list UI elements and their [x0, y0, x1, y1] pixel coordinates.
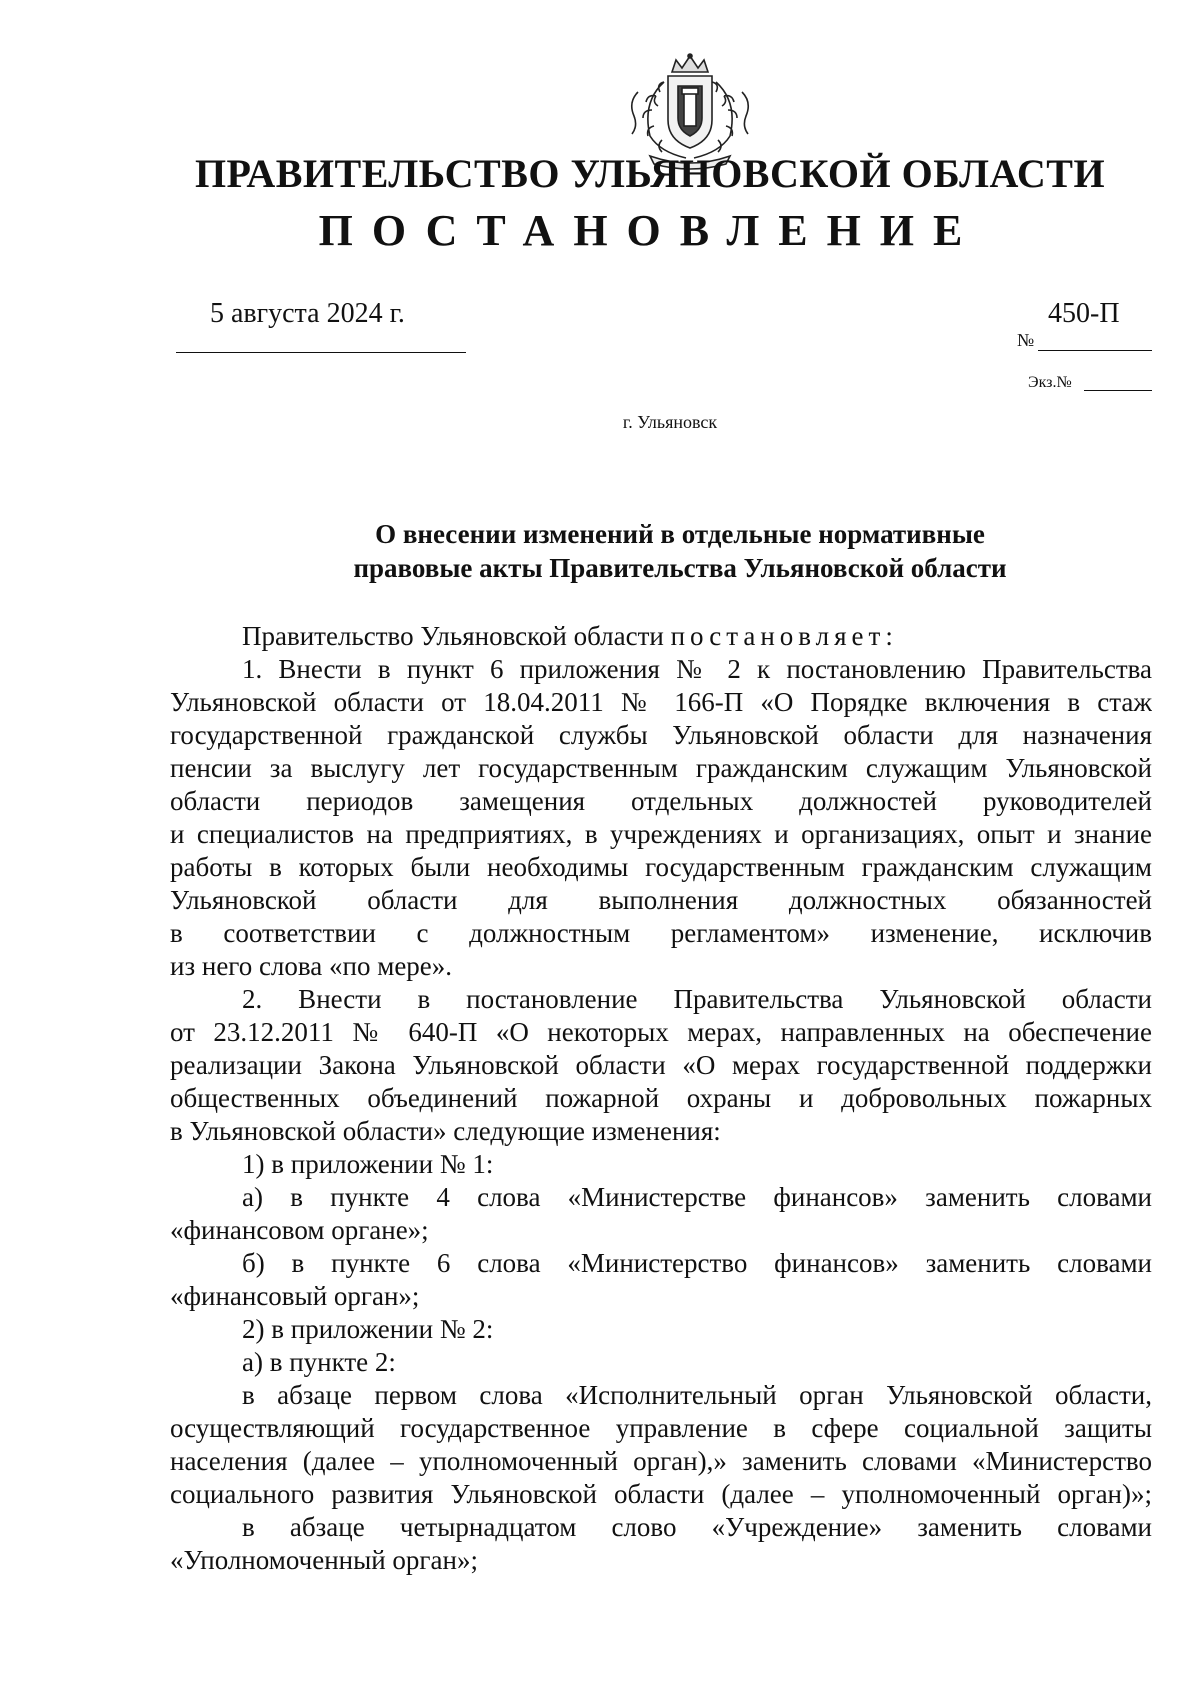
paragraph-line: общественных объединений пожарной охраны и добровольных пожарных: [170, 1083, 1152, 1113]
document-type-title: ПОСТАНОВЛЕНИЕ: [318, 206, 982, 255]
document-body: [170, 620, 1152, 1577]
paragraph-line: реализации Закона Ульяновской области «О мерах государственной поддержки: [170, 1050, 1152, 1080]
preamble-text: Правительство Ульяновской области: [242, 621, 664, 651]
paragraph-line: государственной гражданской службы Ульяновской области для назначения: [170, 720, 1152, 750]
paragraph-line: из него слова «по мере».: [170, 951, 453, 981]
paragraph-line: 2. Внести в постановление Правительства Ульяновской области: [242, 984, 1152, 1014]
paragraph-line: Ульяновской области для выполнения должностных обязанностей: [170, 885, 1152, 915]
subject-line: О внесении изменений в отдельные нормативные: [375, 519, 985, 549]
paragraph-line: в соответствии с должностным регламентом» изменение, исключив: [170, 918, 1152, 948]
number-underline: [1038, 350, 1152, 351]
paragraph-line: а) в пункте 2:: [242, 1347, 396, 1377]
paragraph-line: а) в пункте 4 слова «Министерстве финансов» заменить словами: [242, 1182, 1152, 1212]
paragraph-line: «Уполномоченный орган»;: [170, 1545, 478, 1575]
paragraph-line: 1. Внести в пункт 6 приложения № 2 к постановлению Правительства: [242, 654, 1152, 684]
paragraph-line: 1) в приложении № 1:: [242, 1149, 494, 1179]
paragraph-line: населения (далее – уполномоченный орган),» заменить словами «Министерство: [170, 1446, 1152, 1476]
paragraph-line: и специалистов на предприятиях, в учреждениях и организациях, опыт и знание: [170, 819, 1152, 849]
paragraph-line: социального развития Ульяновской области (далее – уполномоченный орган)»;: [170, 1479, 1152, 1509]
number-sign-label: №: [1017, 330, 1035, 350]
paragraph-line: в абзаце первом слова «Исполнительный орган Ульяновской области,: [242, 1380, 1152, 1410]
date-underline: [176, 352, 466, 353]
paragraph-line: в Ульяновской области» следующие изменения:: [170, 1116, 721, 1146]
document-subject: [180, 517, 1180, 585]
paragraph-line: осуществляющий государственное управление в сфере социальной защиты: [170, 1413, 1152, 1443]
paragraph-line: «финансовый орган»;: [170, 1281, 420, 1311]
subject-line: правовые акты Правительства Ульяновской области: [353, 553, 1007, 583]
copy-number-label: Экз.№: [1028, 374, 1072, 391]
copy-number-underline: [1084, 390, 1152, 391]
paragraph-line: в абзаце четырнадцатом слово «Учреждение» заменить словами: [242, 1512, 1152, 1542]
paragraph-line: 2) в приложении № 2:: [242, 1314, 494, 1344]
preamble-line: [170, 620, 1152, 653]
government-title: ПРАВИТЕЛЬСТВО УЛЬЯНОВСКОЙ ОБЛАСТИ: [194, 151, 1106, 196]
document-date: 5 августа 2024 г.: [210, 298, 405, 329]
paragraph-line: от 23.12.2011 № 640-П «О некоторых мерах, направленных на обеспечение: [170, 1017, 1152, 1047]
paragraph-line: пенсии за выслугу лет государственным гражданским служащим Ульяновской: [170, 753, 1152, 783]
paragraph-line: работы в которых были необходимы государственным гражданским служащим: [170, 852, 1152, 882]
document-number: 450-П: [1048, 298, 1120, 329]
paragraph-line: области периодов замещения отдельных должностей руководителей: [170, 786, 1152, 816]
paragraph-line: «финансовом органе»;: [170, 1215, 429, 1245]
city-name: г. Ульяновск: [622, 412, 718, 432]
paragraph-line: Ульяновской области от 18.04.2011 № 166-П «О Порядке включения в стаж: [170, 687, 1152, 717]
preamble-verb: постановляет:: [670, 621, 898, 651]
paragraph-line: б) в пункте 6 слова «Министерство финансов» заменить словами: [242, 1248, 1152, 1278]
